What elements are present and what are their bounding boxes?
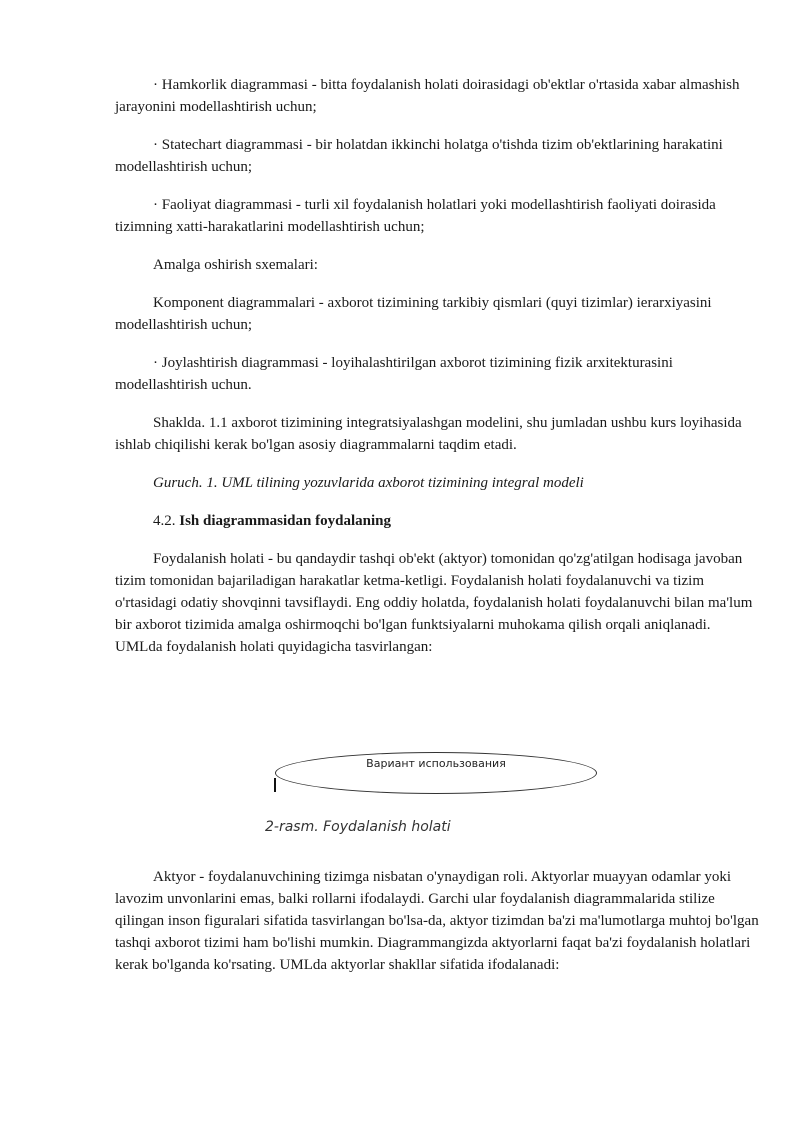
paragraph-statechart-diagram: · Statechart diagrammasi - bir holatdan ikkinchi holatga o'tishda tizim ob'ektlarining harakatini modellashtirish uchun; [115, 137, 723, 175]
document-page [115, 74, 760, 992]
paragraph-component-diagram: Komponent diagrammalari - axborot tizimining tarkibiy qismlari (quyi tizimlar) ierarxiyasini modellashtirish uchun; [115, 295, 712, 333]
paragraph-figure-reference: Shaklda. 1.1 axborot tizimining integratsiyalashgan modelini, shu jumladan ushbu kurs loyihasida ishlab chiqilishi kerak bo'lgan asosiy diagrammalarni taqdim etadi. [115, 415, 742, 453]
paragraph-collaboration-diagram: · Hamkorlik diagrammasi - bitta foydalanish holati doirasidagi ob'ektlar o'rtasida xabar almashish jarayonini modellashtirish uchun; [115, 77, 740, 115]
paragraph-actor-definition: Aktyor - foydalanuvchining tizimga nisbatan o'ynaydigan roli. Aktyorlar muayyan odamlar yoki lavozim unvonlarini emas, balki rollarni ifodalaydi. Garchi ular foydalanish diagrammalarida stilize qilingan inson figuralari sifatida tasvirlangan bo'lsa-da, aktyor tizimdan ba'zi ma'lumotlarga muhtoj bo'lgan tashqi axborot tizimi ham bo'lishi mumkin. Diagrammangizda aktyorlarni faqat ba'zi foydalanish holatlari kerak bo'lganda ko'rsating. UMLda aktyorlar shakllar sifatida ifodalanadi: [115, 869, 759, 973]
figure2-caption: 2-rasm. Foydalanish holati [265, 819, 451, 835]
paragraph-usecase-definition: Foydalanish holati - bu qandaydir tashqi ob'ekt (aktyor) tomonidan qo'zg'atilgan hodisaga javoban tizim tomonidan bajariladigan harakatlar ketma-ketligi. Foydalanish holati foydalanuvchi va tizim o'rtasidagi odatiy shovqinni tavsiflaydi. Eng oddiy holatda, foydalanish holati foydalanuvchi bilan ma'lum bir axborot tizimida amalga oshirmoqchi bo'lgan funktsiyalarni muhokama qilish orqali aniqlanadi. UMLda foydalanish holati quyidagicha tasvirlangan: [115, 551, 753, 655]
usecase-figure [115, 674, 760, 844]
usecase-ellipse-label: Вариант использования [366, 757, 506, 770]
section-title: Ish diagrammasidan foydalaning [179, 513, 391, 529]
paragraph-activity-diagram: · Faoliyat diagrammasi - turli xil foydalanish holatlari yoki modellashtirish faoliyati doirasida tizimning xatti-harakatlarini modellashtirish uchun; [115, 197, 716, 235]
figure1-caption: Guruch. 1. UML tilining yozuvlarida axborot tizimining integral modeli [153, 475, 584, 491]
section-heading [115, 510, 760, 532]
text-cursor [274, 778, 276, 792]
paragraph-deployment-diagram: · Joylashtirish diagrammasi - loyihalashtirilgan axborot tizimining fizik arxitekturasini modellashtirish uchun. [115, 355, 673, 393]
paragraph-implementation-schemes: Amalga oshirish sxemalari: [153, 257, 318, 273]
section-number: 4.2. [153, 513, 176, 529]
